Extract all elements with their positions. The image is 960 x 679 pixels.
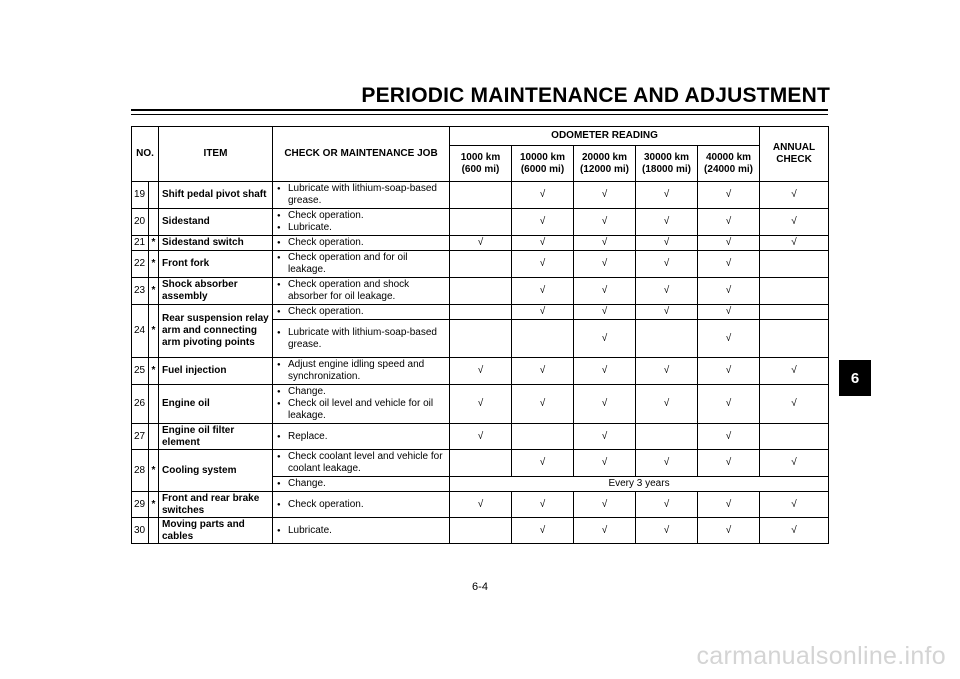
row-number: 22 xyxy=(132,251,149,278)
job-bullet: ● Replace. xyxy=(275,431,447,443)
row-item: Front and rear brake switches xyxy=(159,492,273,518)
check-mark: √ xyxy=(636,182,698,209)
check-mark: √ xyxy=(636,450,698,477)
row-star: * xyxy=(149,305,159,358)
row-job xyxy=(273,278,450,305)
watermark: carmanualsonline.info xyxy=(696,642,946,670)
empty-cell xyxy=(760,278,829,305)
header-item: ITEM xyxy=(159,127,273,182)
row-job xyxy=(273,477,450,492)
check-mark: √ xyxy=(574,320,636,358)
table-row xyxy=(132,492,829,518)
empty-cell xyxy=(636,320,698,358)
check-mark: √ xyxy=(636,518,698,544)
check-mark: √ xyxy=(574,236,636,251)
check-mark: √ xyxy=(512,182,574,209)
empty-cell xyxy=(450,305,512,320)
check-mark: √ xyxy=(512,236,574,251)
check-mark: √ xyxy=(450,424,512,450)
job-bullet: ● Check operation. xyxy=(275,499,447,511)
page-number: 6-4 xyxy=(472,581,488,593)
row-job xyxy=(273,209,450,236)
header-interval: 10000 km (6000 mi) xyxy=(512,146,574,182)
table-row xyxy=(132,424,829,450)
row-job xyxy=(273,518,450,544)
row-number: 26 xyxy=(132,385,149,424)
empty-cell xyxy=(450,278,512,305)
check-mark: √ xyxy=(512,305,574,320)
job-bullet: ● Change. xyxy=(275,478,447,490)
row-number: 20 xyxy=(132,209,149,236)
check-mark: √ xyxy=(636,251,698,278)
row-number: 21 xyxy=(132,236,149,251)
row-item: Engine oil filter element xyxy=(159,424,273,450)
check-mark: √ xyxy=(574,385,636,424)
check-mark: √ xyxy=(636,278,698,305)
empty-cell xyxy=(760,251,829,278)
table-row xyxy=(132,518,829,544)
check-mark: √ xyxy=(574,450,636,477)
row-job xyxy=(273,236,450,251)
header-odometer: ODOMETER READING xyxy=(450,127,760,146)
check-mark: √ xyxy=(574,251,636,278)
row-job xyxy=(273,424,450,450)
check-mark: √ xyxy=(636,305,698,320)
row-star xyxy=(149,182,159,209)
check-mark: √ xyxy=(574,358,636,385)
check-mark: √ xyxy=(636,209,698,236)
empty-cell xyxy=(760,320,829,358)
row-job xyxy=(273,320,450,358)
check-mark: √ xyxy=(450,358,512,385)
check-mark: √ xyxy=(636,385,698,424)
job-bullet: ● Check operation and shock absorber for oil leakage. xyxy=(275,279,447,303)
check-mark: √ xyxy=(574,278,636,305)
row-number: 30 xyxy=(132,518,149,544)
job-bullet: ● Check oil level and vehicle for oil leakage. xyxy=(275,398,447,422)
row-star xyxy=(149,518,159,544)
table-row xyxy=(132,450,829,477)
row-item: Sidestand switch xyxy=(159,236,273,251)
check-mark: √ xyxy=(698,358,760,385)
check-mark: √ xyxy=(698,492,760,518)
check-mark: √ xyxy=(450,385,512,424)
page-title: PERIODIC MAINTENANCE AND ADJUSTMENT xyxy=(361,84,830,107)
row-item: Shift pedal pivot shaft xyxy=(159,182,273,209)
check-mark: √ xyxy=(574,182,636,209)
check-mark: √ xyxy=(698,385,760,424)
check-mark: √ xyxy=(698,209,760,236)
maintenance-table xyxy=(131,126,829,544)
check-mark: √ xyxy=(512,278,574,305)
row-star: * xyxy=(149,450,159,492)
job-bullet: ● Check operation and for oil leakage. xyxy=(275,252,447,276)
job-bullet: ● Lubricate with lithium-soap-based grease. xyxy=(275,183,447,207)
check-mark: √ xyxy=(574,209,636,236)
row-job xyxy=(273,305,450,320)
check-mark: √ xyxy=(512,209,574,236)
check-mark: √ xyxy=(636,358,698,385)
section-tab: 6 xyxy=(839,360,871,396)
row-star: * xyxy=(149,278,159,305)
check-mark: √ xyxy=(450,492,512,518)
header-no: NO. xyxy=(132,127,159,182)
row-star: * xyxy=(149,492,159,518)
check-mark: √ xyxy=(574,424,636,450)
check-mark: √ xyxy=(698,236,760,251)
empty-cell xyxy=(450,450,512,477)
job-bullet: ● Change. xyxy=(275,386,447,398)
empty-cell xyxy=(636,424,698,450)
row-item: Shock absorber assembly xyxy=(159,278,273,305)
row-item: Fuel injection xyxy=(159,358,273,385)
table-row xyxy=(132,305,829,320)
table-row xyxy=(132,358,829,385)
empty-cell xyxy=(450,320,512,358)
job-bullet: ● Lubricate with lithium-soap-based grease. xyxy=(275,327,447,351)
row-number: 29 xyxy=(132,492,149,518)
check-mark: √ xyxy=(636,236,698,251)
check-mark: √ xyxy=(698,518,760,544)
row-job xyxy=(273,358,450,385)
row-job xyxy=(273,182,450,209)
row-star xyxy=(149,209,159,236)
check-mark: √ xyxy=(698,450,760,477)
check-mark: √ xyxy=(512,492,574,518)
empty-cell xyxy=(450,182,512,209)
row-item: Sidestand xyxy=(159,209,273,236)
row-job xyxy=(273,385,450,424)
row-number: 23 xyxy=(132,278,149,305)
empty-cell xyxy=(512,424,574,450)
job-bullet: ● Check operation. xyxy=(275,306,447,318)
row-job xyxy=(273,492,450,518)
check-mark: √ xyxy=(698,182,760,209)
table-row xyxy=(132,251,829,278)
job-bullet: ● Check operation. xyxy=(275,237,447,249)
job-bullet: ● Lubricate. xyxy=(275,222,447,234)
row-star xyxy=(149,424,159,450)
check-mark: √ xyxy=(512,518,574,544)
empty-cell xyxy=(450,251,512,278)
row-job xyxy=(273,251,450,278)
row-star xyxy=(149,385,159,424)
header-interval: 20000 km (12000 mi) xyxy=(574,146,636,182)
header-interval: 1000 km (600 mi) xyxy=(450,146,512,182)
table-row xyxy=(132,236,829,251)
row-star: * xyxy=(149,236,159,251)
check-mark: √ xyxy=(574,492,636,518)
row-job xyxy=(273,450,450,477)
job-bullet: ● Adjust engine idling speed and synchronization. xyxy=(275,359,447,383)
check-mark: √ xyxy=(760,450,829,477)
check-mark: √ xyxy=(698,424,760,450)
row-every: Every 3 years xyxy=(450,477,829,492)
empty-cell xyxy=(450,209,512,236)
row-number: 28 xyxy=(132,450,149,492)
row-item: Front fork xyxy=(159,251,273,278)
row-number: 24 xyxy=(132,305,149,358)
table-row xyxy=(132,278,829,305)
header-interval: 40000 km (24000 mi) xyxy=(698,146,760,182)
check-mark: √ xyxy=(760,209,829,236)
table-row xyxy=(132,385,829,424)
title-rule-thick xyxy=(131,109,828,111)
check-mark: √ xyxy=(574,305,636,320)
empty-cell xyxy=(760,424,829,450)
table-row xyxy=(132,209,829,236)
check-mark: √ xyxy=(636,492,698,518)
header-job: CHECK OR MAINTENANCE JOB xyxy=(273,127,450,182)
title-rule-thin xyxy=(131,114,828,115)
check-mark: √ xyxy=(760,358,829,385)
row-item: Cooling system xyxy=(159,450,273,492)
check-mark: √ xyxy=(512,358,574,385)
check-mark: √ xyxy=(698,305,760,320)
header-interval: 30000 km (18000 mi) xyxy=(636,146,698,182)
row-star: * xyxy=(149,251,159,278)
row-item: Engine oil xyxy=(159,385,273,424)
row-number: 19 xyxy=(132,182,149,209)
check-mark: √ xyxy=(574,518,636,544)
job-bullet: ● Check operation. xyxy=(275,210,447,222)
check-mark: √ xyxy=(512,450,574,477)
check-mark: √ xyxy=(450,236,512,251)
check-mark: √ xyxy=(760,492,829,518)
header-annual: ANNUAL CHECK xyxy=(760,127,829,182)
check-mark: √ xyxy=(760,518,829,544)
check-mark: √ xyxy=(760,182,829,209)
check-mark: √ xyxy=(760,385,829,424)
table-row xyxy=(132,182,829,209)
row-number: 25 xyxy=(132,358,149,385)
check-mark: √ xyxy=(760,236,829,251)
check-mark: √ xyxy=(698,251,760,278)
job-bullet: ● Lubricate. xyxy=(275,525,447,537)
empty-cell xyxy=(450,518,512,544)
check-mark: √ xyxy=(698,278,760,305)
empty-cell xyxy=(760,305,829,320)
empty-cell xyxy=(512,320,574,358)
maintenance-rows xyxy=(132,182,829,544)
row-star: * xyxy=(149,358,159,385)
row-item: Rear suspension relay arm and connecting arm pivoting points xyxy=(159,305,273,358)
job-bullet: ● Check coolant level and vehicle for coolant leakage. xyxy=(275,451,447,475)
row-item: Moving parts and cables xyxy=(159,518,273,544)
check-mark: √ xyxy=(698,320,760,358)
row-number: 27 xyxy=(132,424,149,450)
check-mark: √ xyxy=(512,385,574,424)
check-mark: √ xyxy=(512,251,574,278)
